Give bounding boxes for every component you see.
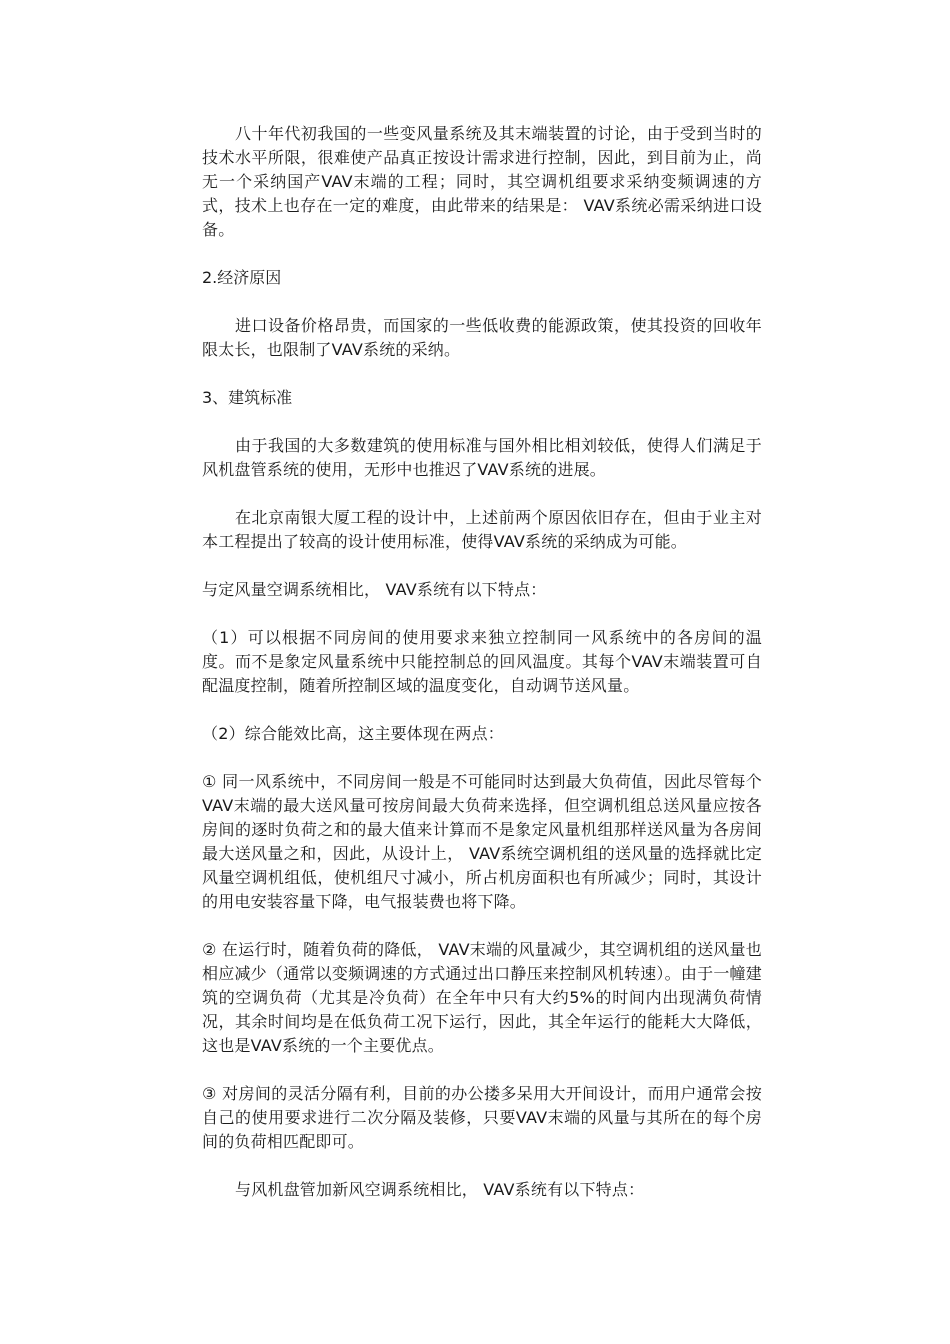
section-heading-building-standard: 3、建筑标准 — [202, 388, 293, 407]
paragraph-p3: 由于我国的大多数建筑的使用标准与国外相比相刘较低，使得人们满足于风机盘管系统的使用，无形中也推迟了VAV系统的进展。 — [202, 436, 762, 479]
paragraph-p7: （2）综合能效比高，这主要体现在两点： — [202, 724, 504, 743]
paragraph-p2: 进口设备价格昂贵，而国家的一些低收费的能源政策，使其投资的回收年限太长，也限制了VAV系统的采纳。 — [202, 316, 762, 359]
section-heading-economic: 2.经济原因 — [202, 268, 282, 287]
paragraph-p10: ③ 对房间的灵活分隔有利，目前的办公搂多呆用大开间设计，而用户通常会按自己的使用要求进行二次分隔及装修，只要VAV末端的风量与其所在的每个房间的负荷相匹配即可。 — [202, 1084, 762, 1151]
paragraph-p8: ① 同一风系统中，不同房间一般是不可能同时达到最大负荷值，因此尽管每个VAV末端的最大送风量可按房间最大负荷来选择，但空调机组总送风量应按各房间的逐时负荷之和的最大值来计算而不是象定风量机组那样送风量为各房间最大送风量之和，因此，从设计上， VAV系统空调机组的送风量的选择就比定风量空调机组低，使机组尺寸减小，所占机房面积也有所减少；同时，其设计的用电安装容量下降，电气报装费也将下降。 — [202, 772, 762, 911]
paragraph-p1: 八十年代初我国的一些变风量系统及其末端装置的讨论，由于受到当时的技术水平所限，很难使产品真正按设计需求进行控制，因此，到目前为止，尚无一个采纳国产VAV末端的工程；同时，其空调机组要求采纳变频调速的方式，技术上也存在一定的难度，由此带来的结果是： VAV系统必需采纳进口设备。 — [202, 124, 762, 239]
paragraph-p6: （1）可以根据不同房间的使用要求来独立控制同一风系统中的各房间的温度。而不是象定风量系统中只能控制总的回风温度。其每个VAV末端装置可自配温度控制，随着所控制区域的温度变化，自动调节送风量。 — [202, 628, 762, 695]
document-body — [202, 122, 762, 1226]
paragraph-p9: ② 在运行时，随着负荷的降低， VAV末端的风量减少，其空调机组的送风量也相应减少（通常以变频调速的方式通过出口静压来控制风机转速）。由于一幢建筑的空调负荷（尤其是冷负荷）在全年中只有大约5%的时间内出现满负荷情况，其余时间均是在低负荷工况下运行，因此，其全年运行的能耗大大降低，这也是VAV系统的一个主要优点。 — [202, 940, 762, 1055]
paragraph-p11: 与风机盘管加新风空调系统相比， VAV系统有以下特点： — [235, 1180, 645, 1199]
paragraph-p5: 与定风量空调系统相比， VAV系统有以下特点： — [202, 580, 547, 599]
paragraph-p4: 在北京南银大厦工程的设计中，上述前两个原因依旧存在，但由于业主对本工程提出了较高的设计使用标准，使得VAV系统的采纳成为可能。 — [202, 508, 762, 551]
